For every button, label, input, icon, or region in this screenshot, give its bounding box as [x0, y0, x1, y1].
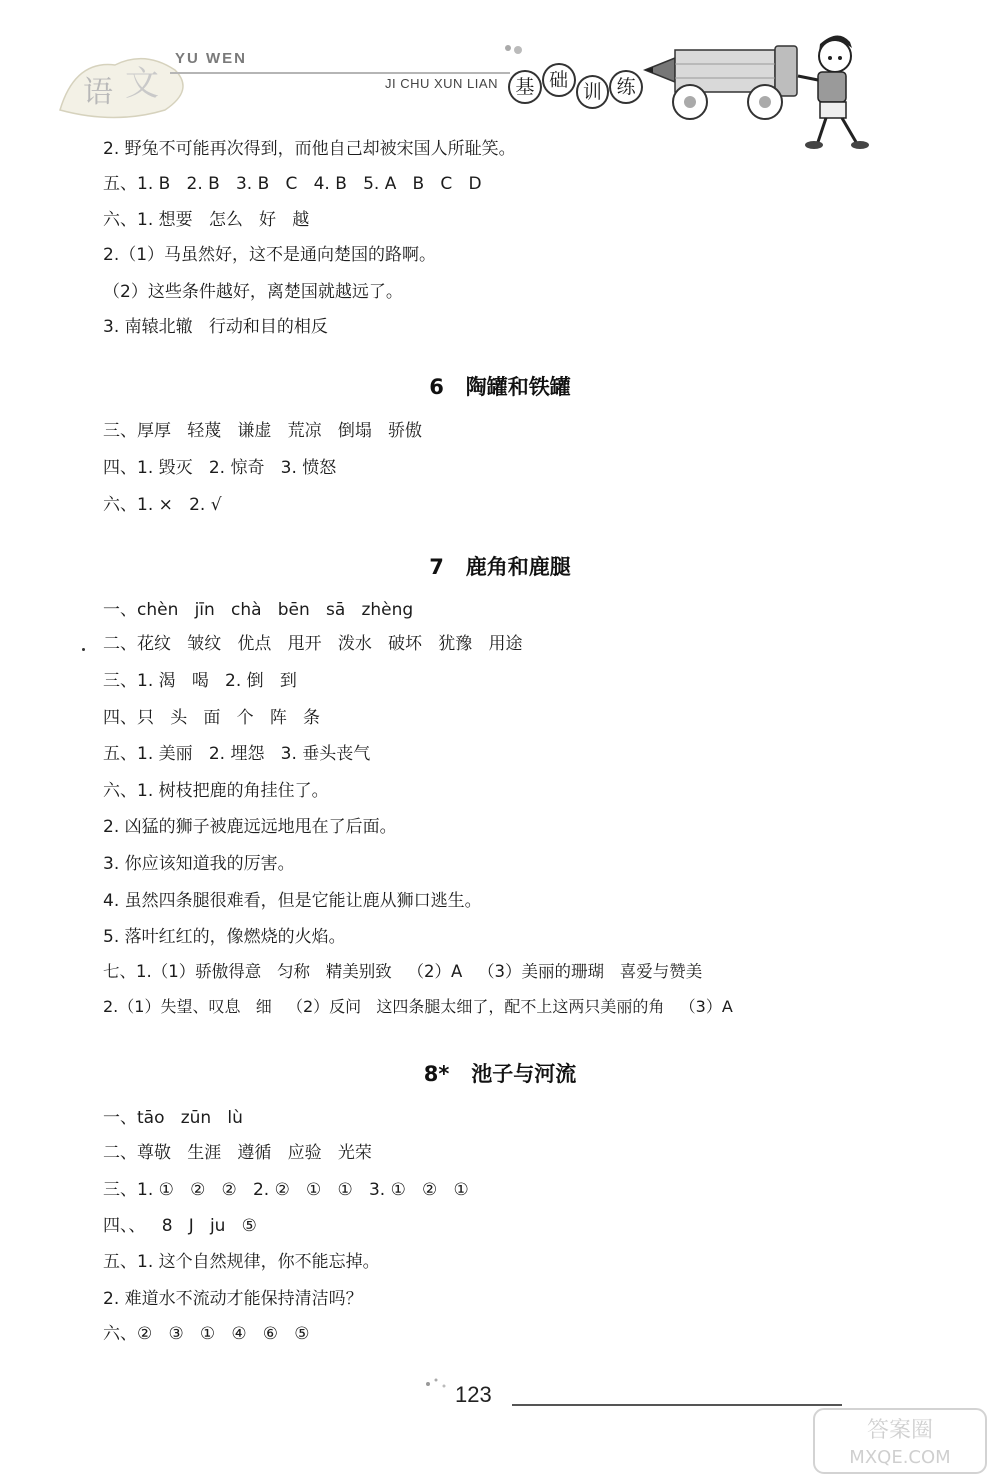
answer-line: 四、1. 毁灭 2. 惊奇 3. 愤怒	[103, 458, 337, 478]
answer-line: 二、尊敬 生涯 遵循 应验 光荣	[103, 1143, 372, 1163]
answer-line: 一、chèn jīn chà bēn sā zhèng	[103, 600, 414, 620]
logo-char-wen: 文	[125, 64, 159, 104]
answer-line: 三、1. ① ② ② 2. ② ① ① 3. ① ② ①	[103, 1180, 469, 1200]
logo-char-yu: 语	[83, 75, 113, 110]
page-footer	[420, 1372, 870, 1432]
answer-line: 5. 落叶红红的，像燃烧的火焰。	[103, 927, 346, 947]
footer-rule	[512, 1404, 842, 1406]
answer-line: 4. 虽然四条腿很难看，但是它能让鹿从狮口逃生。	[103, 891, 482, 911]
series-title	[508, 62, 643, 112]
answer-line: 七、1.（1）骄傲得意 匀称 精美别致 （2）A （3）美丽的珊瑚 喜爱与赞美	[103, 962, 703, 981]
answer-line: 五、1. B 2. B 3. B C 4. B 5. A B C D	[103, 174, 482, 194]
answer-line: 六、1. 想要 怎么 好 越	[103, 210, 310, 230]
answer-line: 四、、 8 J ju ⑤	[103, 1216, 257, 1236]
answer-line: 四、只 头 面 个 阵 条	[103, 708, 321, 728]
series-char-2: 础	[542, 63, 576, 97]
answer-line: 2.（1）失望、叹息 细 （2）反问 这四条腿太细了，配不上这两只美丽的角 （3）A	[103, 997, 733, 1016]
series-char-4: 练	[609, 70, 643, 104]
svg-text:MXQE.COM: MXQE.COM	[849, 1447, 951, 1468]
answer-line: 六、1. × 2. √	[103, 495, 222, 515]
answer-line: 五、1. 美丽 2. 埋怨 3. 垂头丧气	[103, 744, 371, 764]
section-heading-8: 8* 池子与河流	[423, 1062, 577, 1086]
series-char-1: 基	[508, 70, 542, 104]
series-char-3: 训	[576, 75, 610, 109]
answer-line: 三、1. 渴 喝 2. 倒 到	[103, 671, 297, 691]
series-pinyin: JI CHU XUN LIAN	[385, 76, 498, 91]
answer-line: 3. 南辕北辙 行动和目的相反	[103, 317, 328, 337]
answer-line: 2. 难道水不流动才能保持清洁吗？	[103, 1289, 363, 1309]
footer-ornament-icon	[420, 1372, 460, 1402]
answer-line: 2.（1）马虽然好，这不是通向楚国的路啊。	[103, 245, 437, 265]
svg-text:答案圈: 答案圈	[866, 1418, 934, 1443]
stray-dot	[82, 648, 85, 651]
answer-line: 六、② ③ ① ④ ⑥ ⑤	[103, 1324, 310, 1344]
answer-line: 六、1. 树枝把鹿的角挂住了。	[103, 781, 329, 801]
subject-pinyin: YU WEN	[175, 50, 247, 67]
answer-line: （2）这些条件越好，离楚国就越远了。	[103, 282, 403, 302]
watermark-logo	[810, 1405, 990, 1477]
header-rule	[170, 72, 510, 74]
answer-line: 2. 野兔不可能再次得到，而他自己却被宋国人所耻笑。	[103, 139, 516, 159]
answer-line: 3. 你应该知道我的厉害。	[103, 854, 295, 874]
answer-line: 三、厚厚 轻蔑 谦虚 荒凉 倒塌 骄傲	[103, 421, 423, 441]
section-heading-6: 6 陶罐和铁罐	[429, 375, 571, 399]
answer-line: 一、tāo zūn lù	[103, 1108, 243, 1128]
page-number: 123	[455, 1382, 492, 1407]
answer-line: 2. 凶猛的狮子被鹿远远地甩在了后面。	[103, 817, 397, 837]
section-heading-7: 7 鹿角和鹿腿	[429, 555, 571, 579]
answer-line: 二、花纹 皱纹 优点 甩开 泼水 破坏 犹豫 用途	[103, 634, 523, 654]
answer-line: 五、1. 这个自然规律，你不能忘掉。	[103, 1252, 380, 1272]
